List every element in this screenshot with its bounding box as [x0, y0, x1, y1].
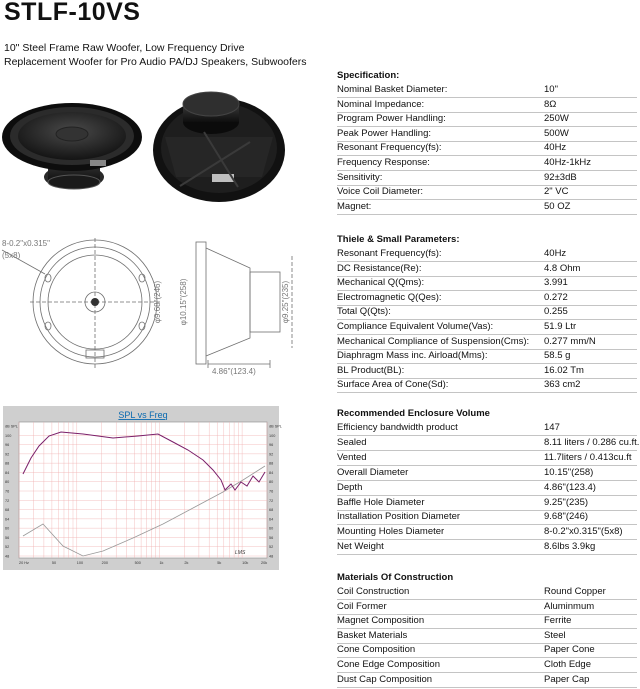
- spec-value: 40Hz: [544, 142, 567, 154]
- y-tick-label: dB SPL: [5, 424, 18, 429]
- y-tick-label: 84: [5, 470, 10, 475]
- spec-label: Nominal Basket Diameter:: [337, 84, 448, 95]
- row-divider: [337, 465, 637, 466]
- spec-value: Round Copper: [544, 586, 606, 597]
- y-tick-label: 64: [5, 517, 10, 522]
- spec-value: 3.991: [544, 277, 568, 289]
- x-tick-label: 20 Hz: [19, 561, 29, 565]
- spec-value: 16.02 Tm: [544, 364, 584, 376]
- y-tick-label-right: 80: [269, 480, 274, 485]
- spec-value: 9.68"(246): [544, 511, 589, 523]
- spec-value: 40Hz: [544, 248, 567, 259]
- y-tick-label: 52: [5, 545, 10, 550]
- depth-label: 4.86"(123.4): [212, 367, 256, 376]
- y-tick-label-right: 52: [269, 545, 274, 550]
- y-tick-label-right: 72: [269, 498, 274, 503]
- spec-label: Mechanical Q(Qms):: [337, 277, 425, 289]
- y-tick-label-right: 48: [269, 554, 274, 559]
- y-tick-label-right: 56: [269, 535, 274, 540]
- x-tick-label: 2k: [184, 561, 189, 565]
- spec-label: DC Resistance(Re):: [337, 262, 422, 274]
- y-tick-label: 48: [5, 554, 10, 559]
- row-divider: [337, 539, 637, 540]
- y-tick-label: 60: [5, 526, 10, 531]
- section-title-materials-of-construction: Materials Of Construction: [337, 572, 454, 583]
- spec-value: Paper Cone: [544, 644, 595, 656]
- spec-label: Compliance Equivalent Volume(Vas):: [337, 321, 494, 332]
- spec-label: Resonant Frequency(fs):: [337, 248, 442, 259]
- spec-value: 4.86"(123.4): [544, 481, 596, 493]
- spec-label: Peak Power Handling:: [337, 127, 431, 139]
- spec-value: 4.8 Ohm: [544, 262, 581, 274]
- spec-value: 8.6lbs 3.9kg: [544, 541, 596, 553]
- spec-value: Paper Cap: [544, 673, 590, 685]
- row-divider: [337, 495, 637, 496]
- technical-drawing: [0, 238, 330, 378]
- section-title-thiele-small-parameters: Thiele & Small Parameters:: [337, 234, 460, 245]
- spec-value: 0.255: [544, 306, 568, 318]
- spec-value: 8.11 liters / 0.286 cu.ft.: [544, 436, 640, 448]
- y-tick-label: 68: [5, 508, 10, 513]
- spec-value: 50 OZ: [544, 200, 571, 212]
- spec-value: 363 cm2: [544, 379, 581, 391]
- row-divider: [337, 480, 637, 481]
- y-tick-label-right: dB SPL: [269, 424, 282, 429]
- spec-value: 40Hz-1kHz: [544, 157, 591, 168]
- spec-value: 8Ω: [544, 98, 557, 110]
- y-tick-label-right: 96: [269, 443, 274, 448]
- spec-label: Total Q(Qts):: [337, 306, 391, 318]
- row-divider: [337, 214, 637, 215]
- spec-value: 92±3dB: [544, 171, 577, 183]
- x-tick-label: 5k: [217, 561, 222, 565]
- spec-value: 51.9 Ltr: [544, 321, 577, 332]
- x-tick-label: 500: [134, 561, 141, 565]
- dust-cap-mark: [91, 298, 99, 306]
- x-tick-label: 100: [76, 561, 84, 565]
- y-tick-label-right: 88: [269, 461, 274, 466]
- spec-label: Overall Diameter: [337, 466, 409, 478]
- x-tick-label: 10k: [242, 561, 249, 565]
- spec-label: Installation Position Diameter: [337, 511, 461, 523]
- row-divider: [337, 510, 637, 511]
- spec-value: 2" VC: [544, 186, 569, 198]
- y-tick-label: 72: [5, 498, 10, 503]
- mount-diameter-label: φ9.68"(246): [153, 280, 162, 324]
- spec-value: Aluminmum: [544, 600, 595, 612]
- spec-label: Magnet:: [337, 200, 372, 212]
- spec-label: Efficiency bandwidth product: [337, 422, 458, 433]
- chart-title: SPL vs Freq: [118, 410, 168, 420]
- y-tick-label-right: 64: [269, 517, 274, 522]
- y-tick-label: 80: [5, 480, 10, 485]
- y-tick-label-right: 100: [269, 433, 276, 438]
- spl-vs-freq-chart: [3, 406, 282, 570]
- spec-label: Program Power Handling:: [337, 113, 446, 125]
- row-divider: [337, 450, 637, 451]
- woofer-rear-photo: [153, 92, 285, 202]
- spec-label: Sealed: [337, 436, 367, 448]
- holes-mm-label: (5x8): [2, 251, 21, 260]
- y-tick-label: 92: [5, 452, 10, 457]
- spec-value: 0.272: [544, 291, 568, 303]
- spec-value: 8-0.2"x0.315"(5x8): [544, 526, 623, 538]
- spec-label: Mounting Holes Diameter: [337, 526, 445, 538]
- spec-value: 250W: [544, 113, 569, 125]
- spec-value: 58.5 g: [544, 350, 571, 362]
- y-tick-label: 88: [5, 461, 10, 466]
- x-tick-label: 200: [101, 561, 109, 565]
- row-divider: [337, 435, 637, 436]
- y-tick-label: 76: [5, 489, 10, 494]
- spec-label: Dust Cap Composition: [337, 673, 433, 685]
- spec-value: 10": [544, 84, 558, 95]
- y-tick-label-right: 68: [269, 508, 274, 513]
- y-tick-label-right: 84: [269, 470, 274, 475]
- spec-value: 500W: [544, 127, 569, 139]
- woofer-front-photo: [2, 103, 142, 189]
- spec-label: Net Weight: [337, 541, 384, 553]
- woofer-product-photos: [0, 82, 330, 217]
- spec-label: Cone Composition: [337, 644, 416, 656]
- row-divider: [337, 392, 637, 393]
- spec-label: Mechanical Compliance of Suspension(Cms):: [337, 335, 530, 347]
- spec-label: Baffle Hole Diameter: [337, 496, 425, 508]
- spec-value: Cloth Edge: [544, 659, 592, 670]
- spec-label: BL Product(BL):: [337, 364, 405, 376]
- spec-value: Steel: [544, 629, 566, 641]
- spec-label: Magnet Composition: [337, 615, 425, 627]
- spec-label: Depth: [337, 481, 363, 493]
- spec-label: Cone Edge Composition: [337, 659, 440, 670]
- spec-label: Surface Area of Cone(Sd):: [337, 379, 449, 391]
- spec-label: Diaphragm Mass inc. Airload(Mms):: [337, 350, 488, 362]
- y-tick-label-right: 76: [269, 489, 274, 494]
- x-tick-label: 1k: [159, 561, 164, 565]
- row-divider: [337, 687, 637, 688]
- spec-label: Vented: [337, 451, 367, 463]
- chart-signature: LMS: [235, 550, 246, 556]
- section-title-recommended-enclosure-volume: Recommended Enclosure Volume: [337, 408, 490, 419]
- product-title: STLF-10VS: [4, 0, 141, 26]
- x-tick-label: 20k: [261, 561, 268, 565]
- y-tick-label-right: 60: [269, 526, 274, 531]
- spec-label: Sensitivity:: [337, 171, 383, 183]
- spec-label: Coil Former: [337, 600, 387, 612]
- spec-label: Electromagnetic Q(Qes):: [337, 291, 442, 303]
- spec-label: Coil Construction: [337, 586, 410, 597]
- y-tick-label: 96: [5, 443, 10, 448]
- row-divider: [337, 554, 637, 555]
- spec-value: 147: [544, 422, 560, 433]
- spec-label: Nominal Impedance:: [337, 98, 425, 110]
- y-tick-label-right: 92: [269, 452, 274, 457]
- spec-value: 11.7liters / 0.413cu.ft: [544, 451, 632, 463]
- y-tick-label: 100: [5, 433, 12, 438]
- basket-diameter-label: φ10.15"(258): [179, 278, 188, 326]
- spec-value: 10.15"(258): [544, 466, 594, 478]
- spec-label: Resonant Frequency(fs):: [337, 142, 442, 154]
- spec-value: 0.277 mm/N: [544, 335, 596, 347]
- product-subtitle-line-2: Replacement Woofer for Pro Audio PA/DJ Speakers, Subwoofers: [4, 56, 307, 68]
- spec-value: Ferrite: [544, 615, 572, 627]
- y-tick-label: 56: [5, 535, 10, 540]
- spec-value: 9.25"(235): [544, 496, 589, 508]
- section-title-specification: Specification:: [337, 70, 400, 81]
- spec-label: Voice Coil Diameter:: [337, 186, 424, 198]
- product-subtitle-line-1: 10" Steel Frame Raw Woofer, Low Frequency Drive: [4, 42, 245, 54]
- spec-label: Frequency Response:: [337, 157, 430, 168]
- x-tick-label: 50: [51, 561, 57, 565]
- row-divider: [337, 524, 637, 525]
- spec-label: Basket Materials: [337, 629, 408, 641]
- holes-label: 8-0.2"x0.315": [2, 239, 50, 248]
- baffle-diameter-label: φ9.25"(235): [281, 280, 290, 324]
